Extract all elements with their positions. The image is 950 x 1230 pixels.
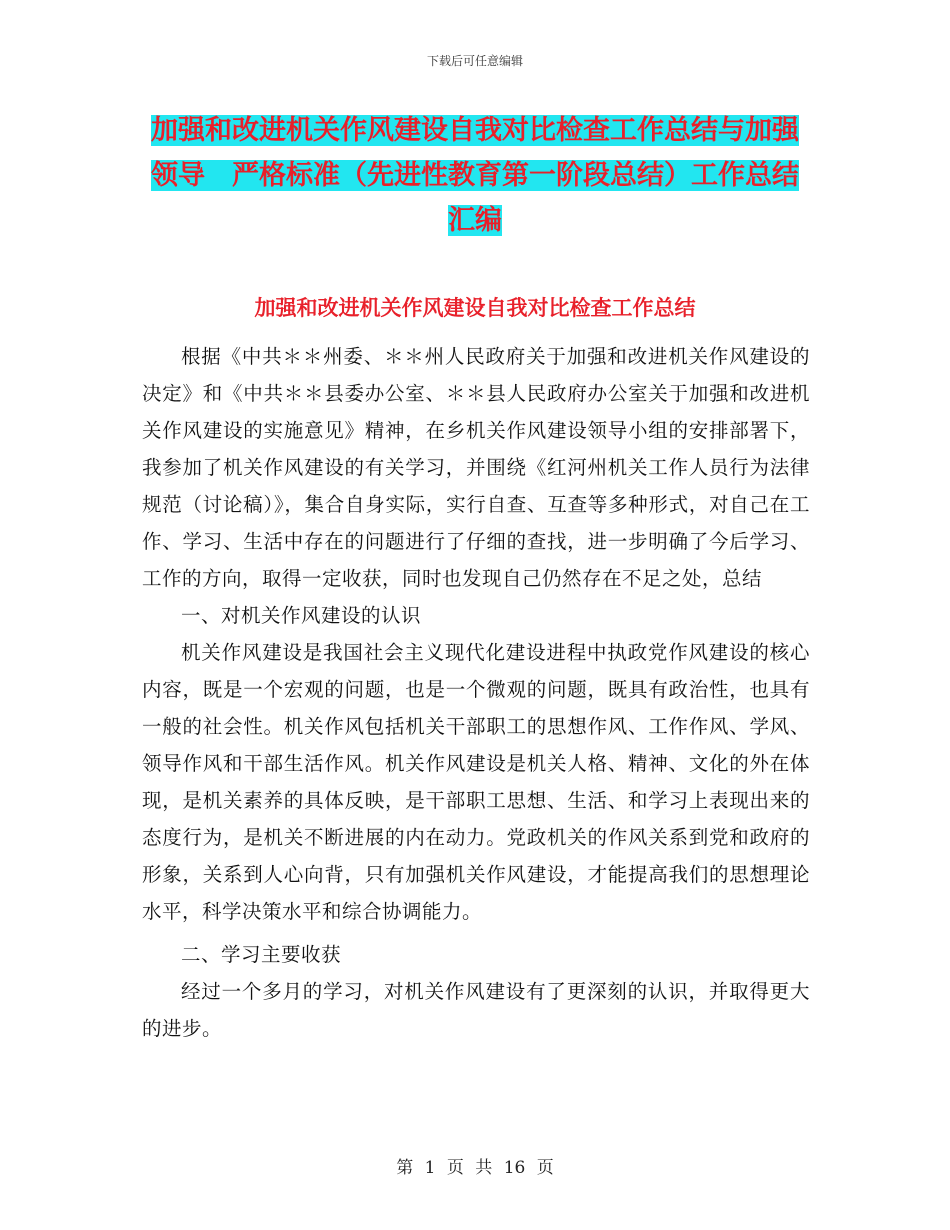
heading-understanding: 一、对机关作风建设的认识	[181, 604, 422, 627]
paragraph-intro: 根据《中共＊＊州委、＊＊州人民政府关于加强和改进机关作风建设的决定》和《中共＊＊县委办公室、＊＊县人民政府办公室关于加强和改进机关作风建设的实施意见》精神，在乡机关作风建设领导小组的安排部署下，我参加了机关作风建设的有关学习，并围绕《红河州机关工作人员行为法律规范（讨论稿）》，集合自身实际，实行自查、互查等多种形式，对自己在工作、学习、生活中存在的问题进行了仔细的查找，进一步明确了今后学习、工作的方向，取得一定收获，同时也发现自己仍然存在不足之处，总结	[142, 345, 810, 590]
paragraph-gains: 经过一个多月的学习，对机关作风建设有了更深刻的认识，并取得更大的进步。	[142, 980, 810, 1040]
document-title-text: 加强和改进机关作风建设自我对比检查工作总结与加强领导 严格标准（先进性教育第一阶段总结）工作总结汇编	[151, 115, 799, 236]
paragraph-understanding: 机关作风建设是我国社会主义现代化建设进程中执政党作风建设的核心内容，既是一个宏观的问题，也是一个微观的问题，既具有政治性，也具有一般的社会性。机关作风包括机关干部职工的思想作风、工作作风、学风、领导作风和干部生活作风。机关作风建设是机关人格、精神、文化的外在体现，是机关素养的具体反映，是干部职工思想、生活、和学习上表现出来的态度行为，是机关不断进展的内在动力。党政机关的作风关系到党和政府的形象，关系到人心向背，只有加强机关作风建设，才能提高我们的思想理论水平，科学决策水平和综合协调能力。	[142, 641, 810, 923]
header-note: 下载后可任意编辑	[426, 54, 523, 68]
heading-gains: 二、学习主要收获	[181, 943, 342, 966]
section-title: 加强和改进机关作风建设自我对比检查工作总结	[254, 295, 696, 320]
document-body	[142, 338, 810, 1047]
document-title	[140, 108, 810, 243]
page-indicator: 第 1 页 共 16 页	[396, 1158, 554, 1178]
